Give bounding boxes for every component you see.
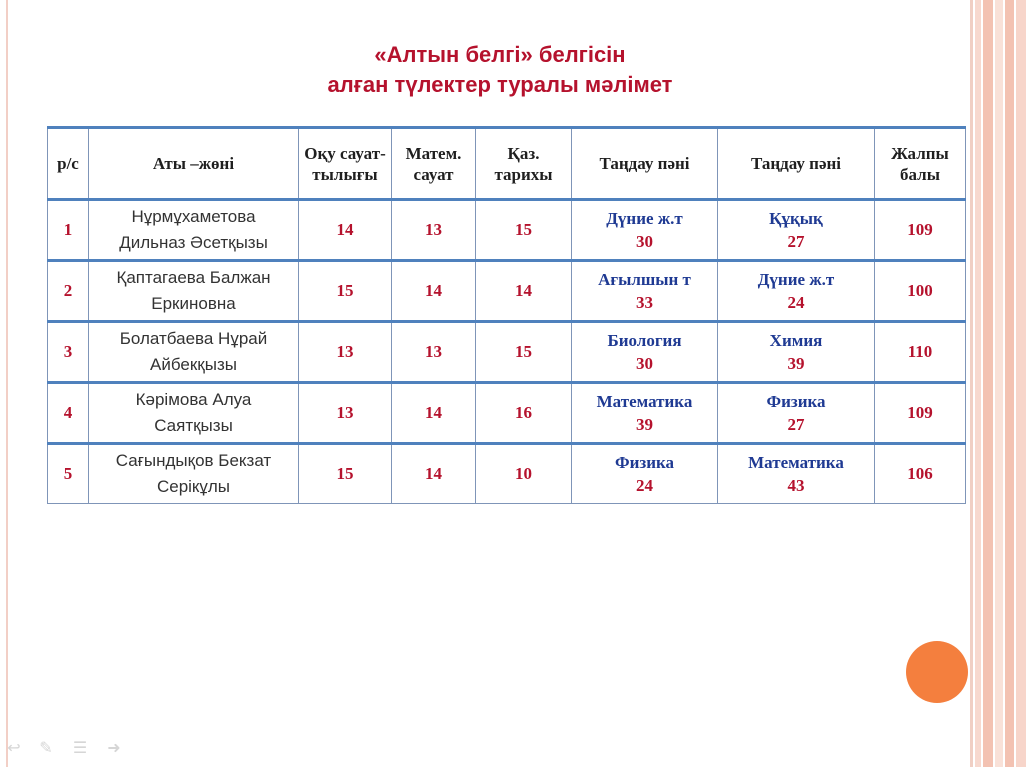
- table-row: [48, 261, 966, 322]
- table-row: [48, 200, 966, 261]
- elective-2-score: 43: [787, 476, 805, 495]
- reading-score: 15: [299, 261, 392, 322]
- elective-2-score: 24: [787, 293, 805, 312]
- history-score: 16: [476, 383, 572, 444]
- elective-2-score: 27: [787, 232, 805, 251]
- elective-2-cell: [718, 444, 875, 504]
- name-line-2: Саятқызы: [154, 416, 233, 435]
- student-name: [89, 444, 299, 504]
- history-score: 10: [476, 444, 572, 504]
- pen-icon[interactable]: ✎: [39, 738, 53, 757]
- elective-1-subject: Физика: [614, 453, 675, 472]
- student-name: [89, 383, 299, 444]
- elective-2-cell: [718, 383, 875, 444]
- name-line-1: Сағындықов Бекзат: [115, 451, 272, 470]
- name-line-2: Айбекқызы: [150, 355, 237, 374]
- header-total-score: Жалпы балы: [875, 128, 966, 200]
- elective-1-cell: [572, 200, 718, 261]
- previous-slide-icon[interactable]: ↩: [7, 738, 21, 757]
- header-elective-2: Таңдау пәні: [718, 128, 875, 200]
- elective-1-score: 30: [636, 354, 653, 373]
- name-line-2: Еркиновна: [151, 294, 236, 313]
- name-line-1: Нұрмұхаметова: [131, 207, 256, 226]
- history-score: 15: [476, 322, 572, 383]
- row-number: 3: [48, 322, 89, 383]
- next-slide-icon[interactable]: ➜: [107, 738, 121, 757]
- title-line-2: алған түлектер туралы мәлімет: [327, 72, 673, 97]
- reading-score: 13: [299, 322, 392, 383]
- elective-1-cell: [572, 322, 718, 383]
- elective-1-score: 39: [636, 415, 653, 434]
- name-line-2: Серікұлы: [156, 477, 231, 496]
- header-name: Аты –жөні: [89, 128, 299, 200]
- student-name: [89, 322, 299, 383]
- elective-2-cell: [718, 261, 875, 322]
- decorative-orange-circle: [906, 641, 968, 703]
- history-score: 14: [476, 261, 572, 322]
- reading-score: 13: [299, 383, 392, 444]
- name-line-1: Қаптагаева Балжан: [116, 268, 271, 287]
- math-score: 13: [392, 200, 476, 261]
- elective-1-cell: [572, 444, 718, 504]
- total-score: 109: [875, 383, 966, 444]
- elective-2-subject: Физика: [766, 392, 826, 411]
- math-score: 14: [392, 261, 476, 322]
- elective-1-subject: Дүние ж.т: [606, 209, 683, 228]
- elective-1-score: 30: [636, 232, 653, 251]
- decorative-stripes: [970, 0, 1026, 767]
- elective-2-cell: [718, 322, 875, 383]
- math-score: 14: [392, 383, 476, 444]
- elective-1-subject: Биология: [607, 331, 682, 350]
- table-row: [48, 322, 966, 383]
- table-row: [48, 383, 966, 444]
- left-border-line: [6, 0, 8, 767]
- student-name: [89, 200, 299, 261]
- reading-score: 14: [299, 200, 392, 261]
- menu-icon[interactable]: ☰: [72, 738, 88, 757]
- header-elective-1: Таңдау пәні: [572, 128, 718, 200]
- student-name: [89, 261, 299, 322]
- header-number: р/с: [48, 128, 89, 200]
- title-line-1: «Алтын белгі» белгісін: [374, 42, 626, 67]
- elective-1-score: 24: [636, 476, 653, 495]
- elective-2-score: 39: [787, 354, 805, 373]
- elective-2-subject: Химия: [769, 331, 823, 350]
- row-number: 1: [48, 200, 89, 261]
- elective-2-cell: [718, 200, 875, 261]
- row-number: 5: [48, 444, 89, 504]
- elective-2-subject: Дүние ж.т: [757, 270, 835, 289]
- graduates-table: [47, 126, 966, 504]
- elective-1-score: 33: [636, 293, 653, 312]
- elective-1-cell: [572, 383, 718, 444]
- header-kazakh-history: Қаз. тарихы: [476, 128, 572, 200]
- slide-title: [0, 40, 1000, 100]
- elective-2-score: 27: [787, 415, 805, 434]
- total-score: 100: [875, 261, 966, 322]
- header-reading-literacy: Оқу сауат-тылығы: [299, 128, 392, 200]
- total-score: 109: [875, 200, 966, 261]
- name-line-1: Болатбаева Нұрай: [119, 329, 268, 348]
- header-math-literacy: Матем. сауат: [392, 128, 476, 200]
- elective-1-cell: [572, 261, 718, 322]
- elective-1-subject: Математика: [596, 392, 693, 411]
- elective-2-subject: Математика: [748, 453, 844, 472]
- elective-2-subject: Құқық: [769, 209, 823, 228]
- row-number: 2: [48, 261, 89, 322]
- elective-1-subject: Ағылшын т: [598, 270, 691, 289]
- reading-score: 15: [299, 444, 392, 504]
- table-row: [48, 444, 966, 504]
- header-row: [48, 128, 966, 200]
- total-score: 106: [875, 444, 966, 504]
- name-line-1: Кәрімова Алуа: [135, 390, 252, 409]
- name-line-2: Дильназ Әсетқызы: [119, 233, 268, 252]
- math-score: 13: [392, 322, 476, 383]
- math-score: 14: [392, 444, 476, 504]
- history-score: 15: [476, 200, 572, 261]
- row-number: 4: [48, 383, 89, 444]
- total-score: 110: [875, 322, 966, 383]
